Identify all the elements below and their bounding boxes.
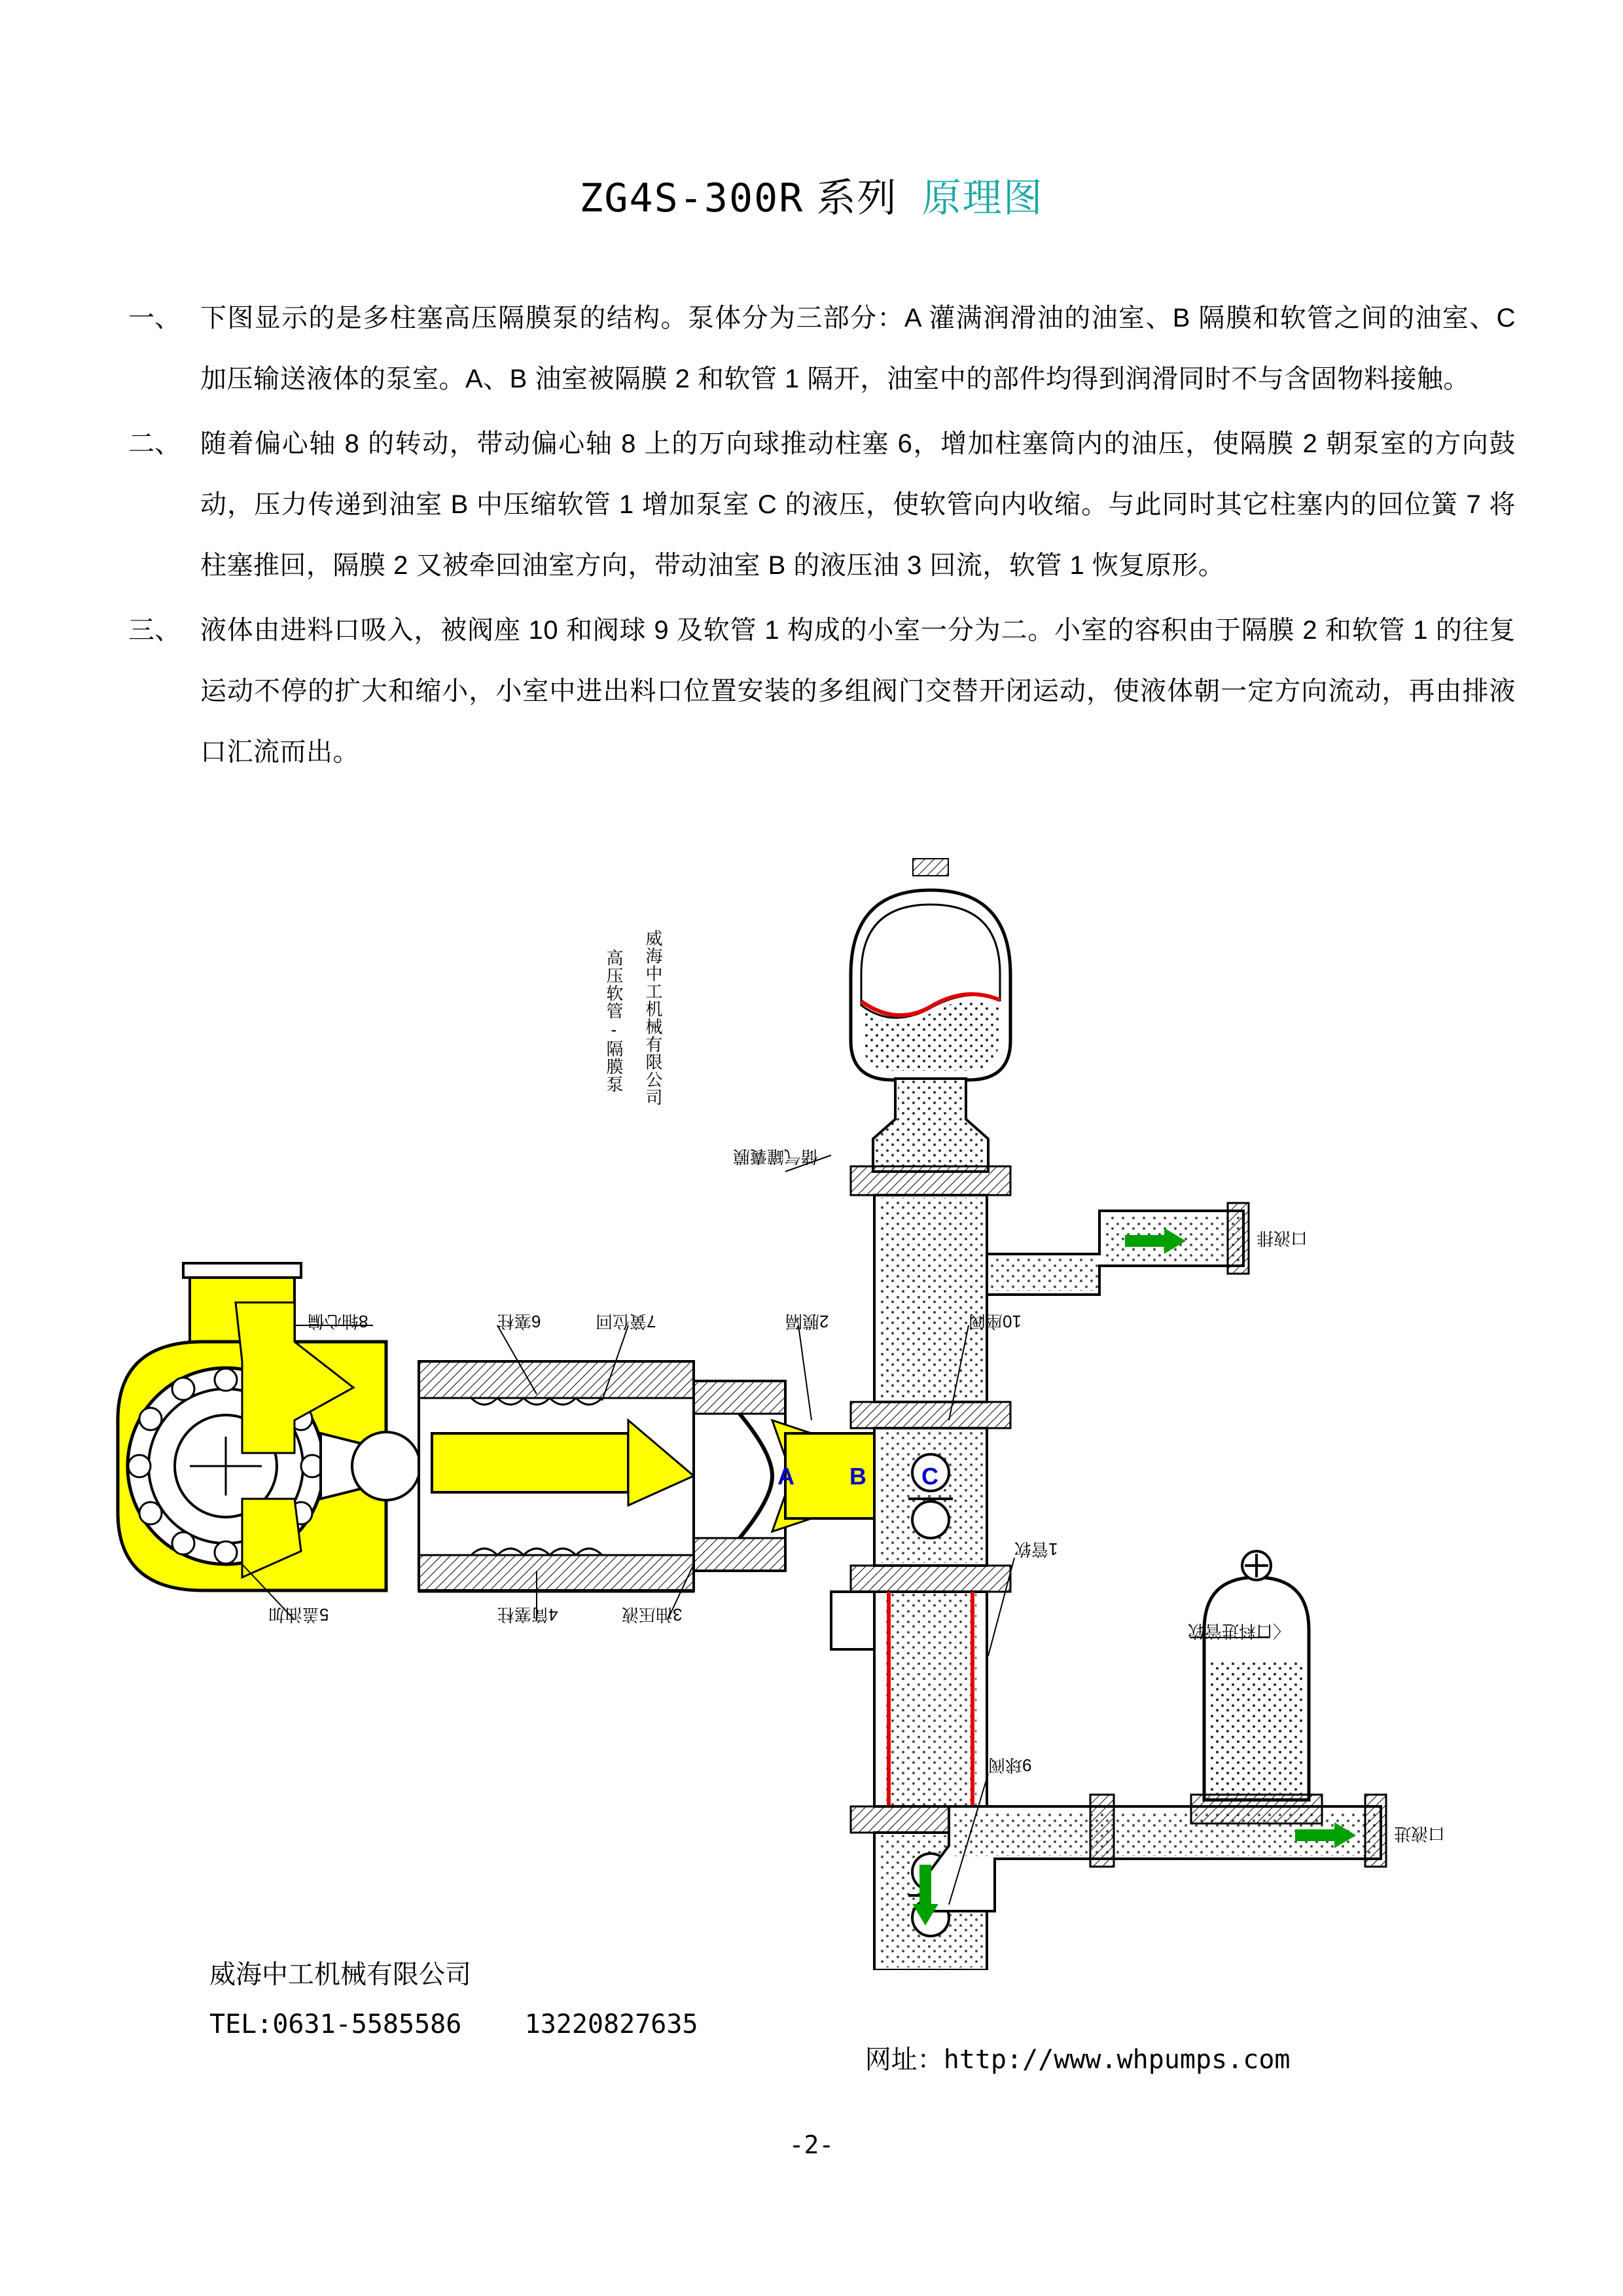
- paragraph-3-number: 三、: [128, 616, 181, 645]
- label-outlet-port: 口液排: [1257, 1229, 1308, 1248]
- watermark-line-2: 高压软管-隔膜泵: [604, 949, 624, 1093]
- footer-website-label: 网址：: [865, 2045, 944, 2074]
- label-diaphragm: 2膜隔: [785, 1312, 829, 1331]
- paragraph-2-text: 随着偏心轴 8 的转动，带动偏心轴 8 上的万向球推动柱塞 6，增加柱塞筒内的油压，使隔膜 2 朝泵室的方向鼓动，压力传递到油室 B 中压缩软管 1 增加泵室 C 的液压，使软管向内收缩。与此同时其它柱塞内的回位簧 7 将柱塞推回，隔膜 2 又被牵回油室方向，带动油室 B 的液压油 3 回流，软管 1 恢复原形。: [200, 429, 1516, 580]
- label-chamber-a: A: [777, 1463, 794, 1490]
- label-eccentric-shaft: 8轴心偏: [308, 1312, 368, 1331]
- title-series: 系列: [816, 176, 898, 220]
- label-inlet-port: 口液进: [1394, 1824, 1446, 1844]
- label-valve-seat: 10座阀: [969, 1312, 1022, 1331]
- label-plunger-barrel: 4筒塞柱: [497, 1605, 558, 1624]
- paragraph-3-text: 液体由进料口吸入，被阀座 10 和阀球 9 及软管 1 构成的小室一分为二。小室的容积由于隔膜 2 和软管 1 的往复运动不停的扩大和缩小，小室中进出料口位置安装的多组阀门交替开闭运动，使液体朝一定方向流动，再由排液口汇流而出。: [200, 616, 1516, 766]
- page-title: [0, 167, 1623, 223]
- paragraph-2: [128, 414, 1516, 596]
- title-subtitle: 原理图: [921, 176, 1044, 220]
- label-hydraulic-oil: 3油压液: [622, 1605, 683, 1624]
- footer-website-url: http://www.whpumps.com: [943, 2045, 1291, 2075]
- label-chamber-b: B: [849, 1463, 866, 1490]
- label-hose: 1管软: [1014, 1539, 1058, 1559]
- suction-pipe: [929, 1551, 1386, 1911]
- label-return-spring: 7簧位回: [596, 1312, 656, 1331]
- watermark-line-1: 威海中工机械有限公司: [643, 929, 663, 1106]
- paragraph-2-number: 二、: [128, 429, 181, 458]
- page-number: -2-: [789, 2130, 834, 2159]
- label-plunger: 6塞柱: [497, 1312, 541, 1331]
- label-chamber-c: C: [921, 1463, 938, 1490]
- title-model: ZG4S-300R: [579, 175, 804, 221]
- footer-website: [821, 2009, 1291, 2106]
- pump-crankcase: [118, 1263, 420, 1590]
- accumulator-assembly: [851, 859, 1010, 1195]
- footer-contact: TEL:0631-5585586 13220827635: [209, 2009, 698, 2039]
- label-valve-ball: 9球阀: [988, 1755, 1032, 1775]
- discharge-pipe: [987, 1203, 1249, 1295]
- label-accumulator: 储气罐囊膜: [733, 1147, 819, 1166]
- pump-schematic-figure: [79, 844, 1544, 1970]
- footer-company: 威海中工机械有限公司: [209, 1960, 471, 1989]
- paragraph-1-text: 下图显示的是多柱塞高压隔膜泵的结构。泵体分为三部分：A 灌满润滑油的油室、B 隔膜和软管之间的油室、C 加压输送液体的泵室。A、B 油室被隔膜 2 和软管 1 隔开，油室中的部件均得到润滑同时不与含固物料接触。: [200, 304, 1516, 393]
- paragraph-3: [128, 600, 1516, 783]
- label-feed-port: 〈口料进管软: [1188, 1621, 1291, 1641]
- paragraph-1-number: 一、: [128, 304, 181, 332]
- body-text: [128, 288, 1516, 787]
- label-oil-filler: 5盖油加: [268, 1605, 329, 1624]
- paragraph-1: [128, 288, 1516, 410]
